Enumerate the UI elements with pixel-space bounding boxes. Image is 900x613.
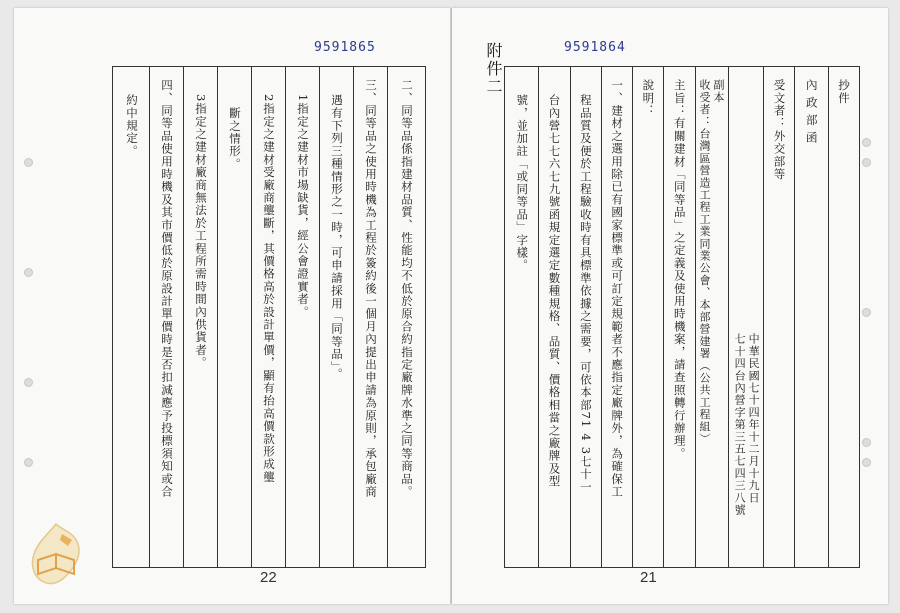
column-text: 3指定之建材廠商無法於工程所需時間內供貨者。 [194,94,208,370]
column-text: 約中規定。 [125,94,139,158]
column-text: 抄件 [837,79,851,105]
column-text: 副本 收受者：台灣區營造工程工業同業公會、本部營建署（公共工程組） [697,79,725,445]
attachment-label: 附件二 [484,42,503,96]
hole [862,458,871,467]
hole [24,158,33,167]
hole [24,268,33,277]
hole [24,458,33,467]
column-text: 受文者：外交部等 [772,79,787,181]
text-frame [112,66,426,568]
column-text: 遇有下列三種情形之一時，可申請採用「同等品」。 [330,94,344,381]
text-column [319,67,353,567]
hole [862,438,871,447]
column-text: 二、同等品係指建材品質、性能均不低於原合約指定廠牌水準之同等商品。 [400,79,414,499]
page-number: 21 [640,569,657,586]
column-text: 號，並加註「或同等品」字樣。 [515,94,530,272]
text-column [538,67,569,567]
document-number: 9591864 [564,40,626,55]
text-column [285,67,319,567]
hole [862,158,871,167]
hole [862,138,871,147]
binding-holes [24,8,38,604]
text-column [149,67,183,567]
text-column [794,67,827,567]
text-column [828,67,859,567]
page-21 [452,8,888,604]
column-text: 一、建材之選用除已有國家標準或可訂定規範者不應指定廠牌外，為確保工 [610,79,625,499]
column-text: 中華民國七十四年十二月十九日 七十四台內營字第三五七四三八號 [733,333,761,516]
page-22 [14,8,450,604]
library-logo-icon [22,520,90,590]
text-column [251,67,285,567]
text-column [695,67,728,567]
binding-holes [862,8,876,604]
text-column [505,67,538,567]
column-text: 三、同等品之使用時機為工程於簽約後一個月內提出申請為原則，承包廠商 [364,79,378,499]
column-text: 1指定之建材市場缺貨，經公會證實者。 [296,94,310,319]
column-text: 內政部函 [804,79,819,149]
column-text: 說明： [641,79,656,118]
text-column [113,67,149,567]
page-number: 22 [260,569,277,586]
hole [862,308,871,317]
text-column [663,67,694,567]
document-number: 9591865 [314,40,376,55]
text-column [763,67,794,567]
text-column [728,67,763,567]
column-text: 台內營七七六七九號函規定選定數種規格、品質、價格相當之廠牌及型 [547,94,562,488]
text-column [217,67,251,567]
column-text: 2指定之建材受廠商壟斷，其價格高於設計單價，顯有抬高價款形成壟 [262,94,276,484]
column-text: 四、同等品使用時機及其市價低於原設計單價時是否扣減應予投標須知或合 [160,79,174,499]
hole [24,378,33,387]
column-text: 主旨：有關建材「同等品」之定義及使用時機案，請查照轉行辦理。 [672,79,687,460]
document-spread [14,8,888,604]
text-column [632,67,663,567]
column-text: 程品質及便於工程驗收時有具標準依據之需要，可依本部71 4 3七十一 [578,94,593,494]
text-column [570,67,601,567]
text-frame [504,66,860,568]
column-text: 斷之情形。 [228,107,242,171]
text-column [183,67,217,567]
text-column [353,67,387,567]
text-column [601,67,632,567]
text-column [387,67,425,567]
